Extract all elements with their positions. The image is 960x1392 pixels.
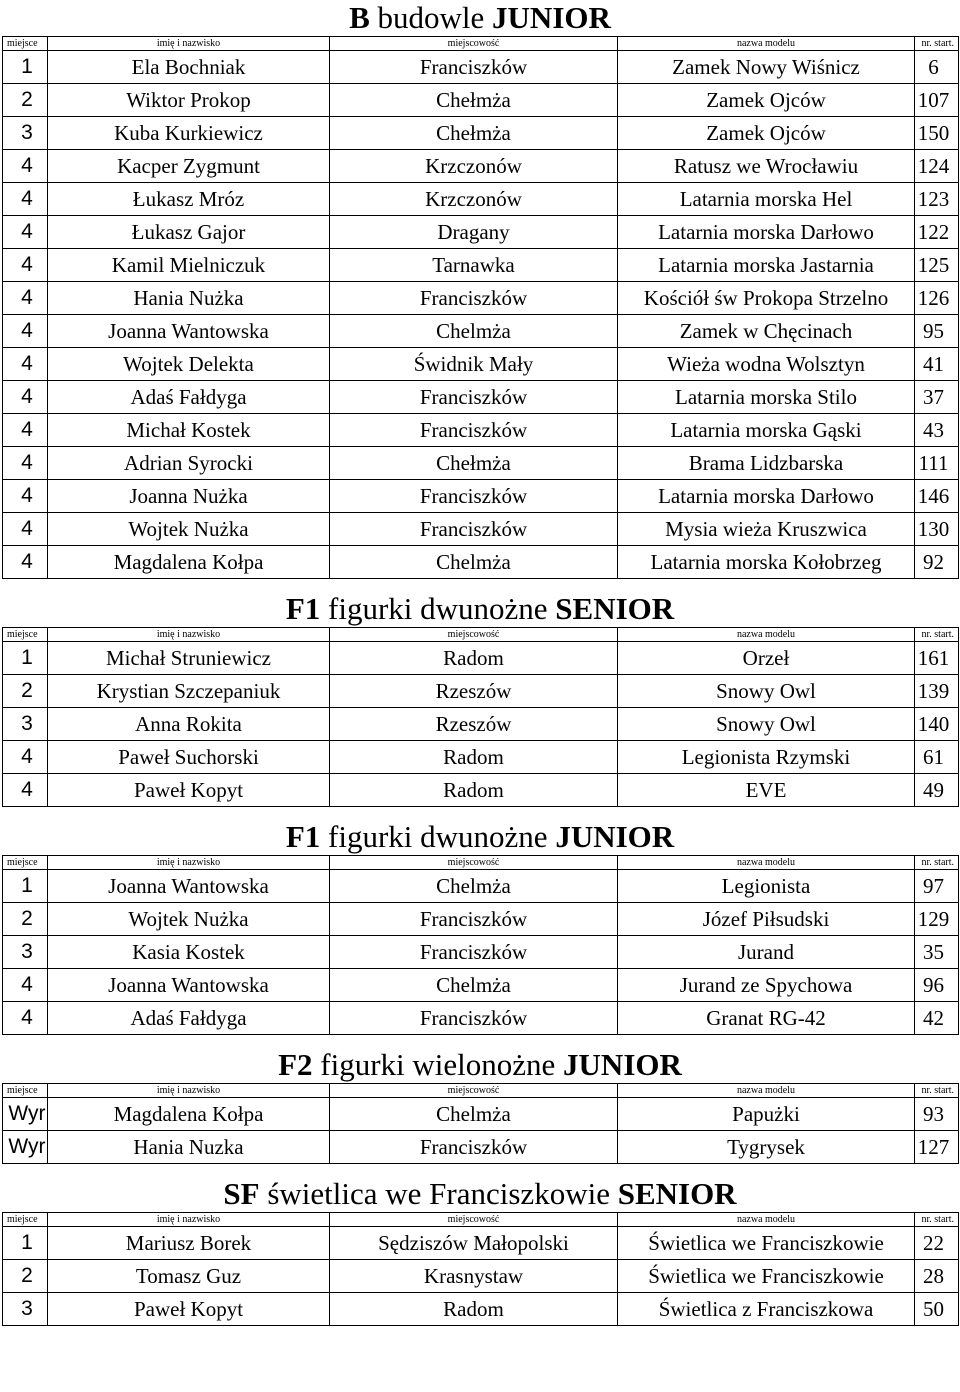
cell-start-number: 122 [915, 216, 959, 249]
cell-start-number: 127 [915, 1131, 959, 1164]
table-row [3, 150, 959, 183]
cell-name: Kuba Kurkiewicz [48, 117, 330, 150]
cell-model: Orzeł [618, 642, 915, 675]
table-row [3, 51, 959, 84]
table-row [3, 546, 959, 579]
cell-model: Tygrysek [618, 1131, 915, 1164]
header-start-number: nr. start. [915, 856, 959, 870]
cell-city: Franciszków [330, 51, 618, 84]
header-start-number: nr. start. [915, 37, 959, 51]
table-header-row [3, 856, 959, 870]
section-category: SENIOR [617, 1176, 737, 1211]
table-row [3, 1260, 959, 1293]
table-header-row [3, 1213, 959, 1227]
cell-start-number: 96 [915, 969, 959, 1002]
cell-city: Franciszków [330, 936, 618, 969]
section-title [0, 591, 960, 627]
table-row [3, 216, 959, 249]
cell-place: 4 [3, 216, 48, 249]
cell-city: Franciszków [330, 414, 618, 447]
cell-place: 3 [3, 117, 48, 150]
cell-model: Świetlica we Franciszkowie [618, 1260, 915, 1293]
cell-city: Chelmża [330, 870, 618, 903]
cell-place: 4 [3, 774, 48, 807]
table-row [3, 870, 959, 903]
section-title [0, 0, 960, 36]
cell-city: Chełmża [330, 117, 618, 150]
header-start-number: nr. start. [915, 628, 959, 642]
cell-name: Ela Bochniak [48, 51, 330, 84]
cell-name: Hania Nużka [48, 282, 330, 315]
section-code: F1 [285, 819, 321, 854]
cell-city: Świdnik Mały [330, 348, 618, 381]
cell-start-number: 150 [915, 117, 959, 150]
cell-city: Sędziszów Małopolski [330, 1227, 618, 1260]
cell-model: Wieża wodna Wolsztyn [618, 348, 915, 381]
results-table [2, 36, 959, 579]
cell-city: Chełmża [330, 84, 618, 117]
section-code: SF [223, 1176, 260, 1211]
table-row [3, 480, 959, 513]
cell-name: Kacper Zygmunt [48, 150, 330, 183]
table-row [3, 675, 959, 708]
header-name: imię i nazwisko [48, 628, 330, 642]
cell-city: Radom [330, 642, 618, 675]
header-place: miejsce [3, 1213, 48, 1227]
cell-start-number: 42 [915, 1002, 959, 1035]
section-category: JUNIOR [563, 1047, 682, 1082]
cell-city: Radom [330, 741, 618, 774]
cell-start-number: 111 [915, 447, 959, 480]
cell-name: Kamil Mielniczuk [48, 249, 330, 282]
table-row [3, 315, 959, 348]
cell-start-number: 93 [915, 1098, 959, 1131]
cell-start-number: 97 [915, 870, 959, 903]
section-name: budowle [377, 0, 485, 35]
table-row [3, 381, 959, 414]
results-table [2, 1083, 959, 1164]
cell-place: 4 [3, 315, 48, 348]
cell-model: Snowy Owl [618, 708, 915, 741]
section-name: figurki dwunożne [328, 591, 548, 626]
cell-model: Granat RG-42 [618, 1002, 915, 1035]
header-name: imię i nazwisko [48, 856, 330, 870]
cell-name: Joanna Nużka [48, 480, 330, 513]
cell-city: Chełmża [330, 447, 618, 480]
cell-place: 4 [3, 150, 48, 183]
header-city: miejscowość [330, 628, 618, 642]
cell-start-number: 146 [915, 480, 959, 513]
section-category: SENIOR [555, 591, 675, 626]
cell-name: Joanna Wantowska [48, 969, 330, 1002]
cell-model: Legionista [618, 870, 915, 903]
header-model: nazwa modelu [618, 628, 915, 642]
results-table [2, 627, 959, 807]
cell-start-number: 107 [915, 84, 959, 117]
cell-start-number: 92 [915, 546, 959, 579]
results-table [2, 1212, 959, 1326]
cell-start-number: 129 [915, 903, 959, 936]
cell-name: Mariusz Borek [48, 1227, 330, 1260]
table-row [3, 282, 959, 315]
cell-name: Łukasz Gajor [48, 216, 330, 249]
cell-name: Michał Struniewicz [48, 642, 330, 675]
cell-name: Hania Nuzka [48, 1131, 330, 1164]
table-row [3, 1131, 959, 1164]
cell-model: Latarnia morska Gąski [618, 414, 915, 447]
cell-name: Wojtek Nużka [48, 513, 330, 546]
cell-place: 1 [3, 642, 48, 675]
cell-name: Magdalena Kołpa [48, 546, 330, 579]
header-model: nazwa modelu [618, 37, 915, 51]
header-place: miejsce [3, 628, 48, 642]
section-code: B [349, 0, 370, 35]
cell-model: Legionista Rzymski [618, 741, 915, 774]
cell-model: Józef Piłsudski [618, 903, 915, 936]
section-category: JUNIOR [555, 819, 675, 854]
cell-name: Wojtek Delekta [48, 348, 330, 381]
cell-place: 1 [3, 870, 48, 903]
cell-place: 4 [3, 480, 48, 513]
header-name: imię i nazwisko [48, 1213, 330, 1227]
table-row [3, 1293, 959, 1326]
cell-start-number: 125 [915, 249, 959, 282]
table-row [3, 642, 959, 675]
section-name: świetlica we Franciszkowie [267, 1176, 610, 1211]
header-model: nazwa modelu [618, 856, 915, 870]
cell-model: Kościół św Prokopa Strzelno [618, 282, 915, 315]
section-title [0, 1176, 960, 1212]
cell-name: Paweł Suchorski [48, 741, 330, 774]
cell-name: Paweł Kopyt [48, 1293, 330, 1326]
cell-place: 2 [3, 903, 48, 936]
cell-name: Kasia Kostek [48, 936, 330, 969]
cell-place: Wyr [3, 1131, 48, 1164]
cell-model: Latarnia morska Darłowo [618, 480, 915, 513]
cell-start-number: 139 [915, 675, 959, 708]
header-model: nazwa modelu [618, 1084, 915, 1098]
header-place: miejsce [3, 1084, 48, 1098]
cell-city: Franciszków [330, 1002, 618, 1035]
header-city: miejscowość [330, 37, 618, 51]
table-row [3, 936, 959, 969]
cell-model: Zamek w Chęcinach [618, 315, 915, 348]
cell-start-number: 37 [915, 381, 959, 414]
cell-place: 2 [3, 84, 48, 117]
header-name: imię i nazwisko [48, 37, 330, 51]
cell-place: 4 [3, 348, 48, 381]
cell-name: Paweł Kopyt [48, 774, 330, 807]
cell-start-number: 61 [915, 741, 959, 774]
cell-model: Snowy Owl [618, 675, 915, 708]
cell-model: Zamek Nowy Wiśnicz [618, 51, 915, 84]
cell-place: 4 [3, 447, 48, 480]
table-row [3, 249, 959, 282]
cell-model: Ratusz we Wrocławiu [618, 150, 915, 183]
cell-city: Chelmża [330, 969, 618, 1002]
header-start-number: nr. start. [915, 1084, 959, 1098]
cell-start-number: 41 [915, 348, 959, 381]
table-row [3, 447, 959, 480]
cell-model: Latarnia morska Stilo [618, 381, 915, 414]
section-code: F1 [285, 591, 321, 626]
cell-start-number: 140 [915, 708, 959, 741]
cell-model: Zamek Ojców [618, 84, 915, 117]
cell-place: 4 [3, 381, 48, 414]
cell-city: Krasnystaw [330, 1260, 618, 1293]
cell-model: Świetlica z Franciszkowa [618, 1293, 915, 1326]
cell-start-number: 49 [915, 774, 959, 807]
cell-place: 4 [3, 249, 48, 282]
cell-city: Rzeszów [330, 675, 618, 708]
cell-city: Chelmża [330, 315, 618, 348]
table-row [3, 414, 959, 447]
cell-city: Dragany [330, 216, 618, 249]
cell-model: Latarnia morska Kołobrzeg [618, 546, 915, 579]
cell-city: Franciszków [330, 513, 618, 546]
cell-name: Anna Rokita [48, 708, 330, 741]
table-row [3, 1002, 959, 1035]
section-name: figurki wielonożne [320, 1047, 556, 1082]
cell-model: Latarnia morska Darłowo [618, 216, 915, 249]
cell-city: Franciszków [330, 282, 618, 315]
cell-name: Łukasz Mróz [48, 183, 330, 216]
header-city: miejscowość [330, 856, 618, 870]
cell-name: Tomasz Guz [48, 1260, 330, 1293]
cell-name: Wiktor Prokop [48, 84, 330, 117]
cell-place: 2 [3, 675, 48, 708]
table-row [3, 1227, 959, 1260]
cell-city: Radom [330, 774, 618, 807]
cell-place: 3 [3, 1293, 48, 1326]
cell-city: Krzczonów [330, 183, 618, 216]
cell-place: 4 [3, 183, 48, 216]
cell-name: Michał Kostek [48, 414, 330, 447]
cell-start-number: 130 [915, 513, 959, 546]
table-row [3, 513, 959, 546]
cell-city: Franciszków [330, 1131, 618, 1164]
cell-city: Franciszków [330, 480, 618, 513]
table-row [3, 1098, 959, 1131]
cell-place: 4 [3, 282, 48, 315]
results-table [2, 855, 959, 1035]
cell-name: Wojtek Nużka [48, 903, 330, 936]
header-place: miejsce [3, 856, 48, 870]
table-row [3, 183, 959, 216]
table-row [3, 969, 959, 1002]
cell-place: 4 [3, 414, 48, 447]
table-row [3, 117, 959, 150]
cell-start-number: 161 [915, 642, 959, 675]
cell-model: Jurand [618, 936, 915, 969]
table-row [3, 708, 959, 741]
table-row [3, 903, 959, 936]
cell-place: 3 [3, 936, 48, 969]
cell-place: 4 [3, 969, 48, 1002]
header-city: miejscowość [330, 1213, 618, 1227]
cell-city: Chelmża [330, 1098, 618, 1131]
cell-place: 1 [3, 1227, 48, 1260]
table-row [3, 774, 959, 807]
header-start-number: nr. start. [915, 1213, 959, 1227]
header-name: imię i nazwisko [48, 1084, 330, 1098]
section-name: figurki dwunożne [328, 819, 548, 854]
header-city: miejscowość [330, 1084, 618, 1098]
table-header-row [3, 628, 959, 642]
cell-city: Franciszków [330, 381, 618, 414]
cell-model: EVE [618, 774, 915, 807]
cell-start-number: 123 [915, 183, 959, 216]
cell-city: Krzczonów [330, 150, 618, 183]
cell-name: Krystian Szczepaniuk [48, 675, 330, 708]
table-row [3, 84, 959, 117]
cell-model: Latarnia morska Jastarnia [618, 249, 915, 282]
cell-place: 1 [3, 51, 48, 84]
cell-place: 2 [3, 1260, 48, 1293]
cell-place: 4 [3, 741, 48, 774]
section-title [0, 1047, 960, 1083]
cell-start-number: 6 [915, 51, 959, 84]
cell-start-number: 43 [915, 414, 959, 447]
cell-start-number: 28 [915, 1260, 959, 1293]
cell-model: Mysia wieża Kruszwica [618, 513, 915, 546]
cell-start-number: 95 [915, 315, 959, 348]
cell-name: Magdalena Kołpa [48, 1098, 330, 1131]
section-code: F2 [278, 1047, 313, 1082]
cell-place: Wyr [3, 1098, 48, 1131]
cell-place: 4 [3, 1002, 48, 1035]
cell-name: Adrian Syrocki [48, 447, 330, 480]
section-category: JUNIOR [492, 0, 611, 35]
table-header-row [3, 37, 959, 51]
cell-model: Brama Lidzbarska [618, 447, 915, 480]
cell-place: 4 [3, 513, 48, 546]
cell-city: Chelmża [330, 546, 618, 579]
cell-name: Joanna Wantowska [48, 315, 330, 348]
cell-place: 3 [3, 708, 48, 741]
cell-city: Franciszków [330, 903, 618, 936]
cell-model: Papużki [618, 1098, 915, 1131]
cell-model: Świetlica we Franciszkowie [618, 1227, 915, 1260]
table-header-row [3, 1084, 959, 1098]
cell-name: Adaś Fałdyga [48, 1002, 330, 1035]
cell-city: Tarnawka [330, 249, 618, 282]
cell-city: Rzeszów [330, 708, 618, 741]
cell-city: Radom [330, 1293, 618, 1326]
header-place: miejsce [3, 37, 48, 51]
cell-start-number: 35 [915, 936, 959, 969]
table-row [3, 741, 959, 774]
cell-model: Latarnia morska Hel [618, 183, 915, 216]
cell-place: 4 [3, 546, 48, 579]
cell-model: Zamek Ojców [618, 117, 915, 150]
cell-name: Adaś Fałdyga [48, 381, 330, 414]
cell-start-number: 126 [915, 282, 959, 315]
section-title [0, 819, 960, 855]
cell-model: Jurand ze Spychowa [618, 969, 915, 1002]
cell-start-number: 22 [915, 1227, 959, 1260]
header-model: nazwa modelu [618, 1213, 915, 1227]
cell-start-number: 50 [915, 1293, 959, 1326]
table-row [3, 348, 959, 381]
cell-start-number: 124 [915, 150, 959, 183]
cell-name: Joanna Wantowska [48, 870, 330, 903]
